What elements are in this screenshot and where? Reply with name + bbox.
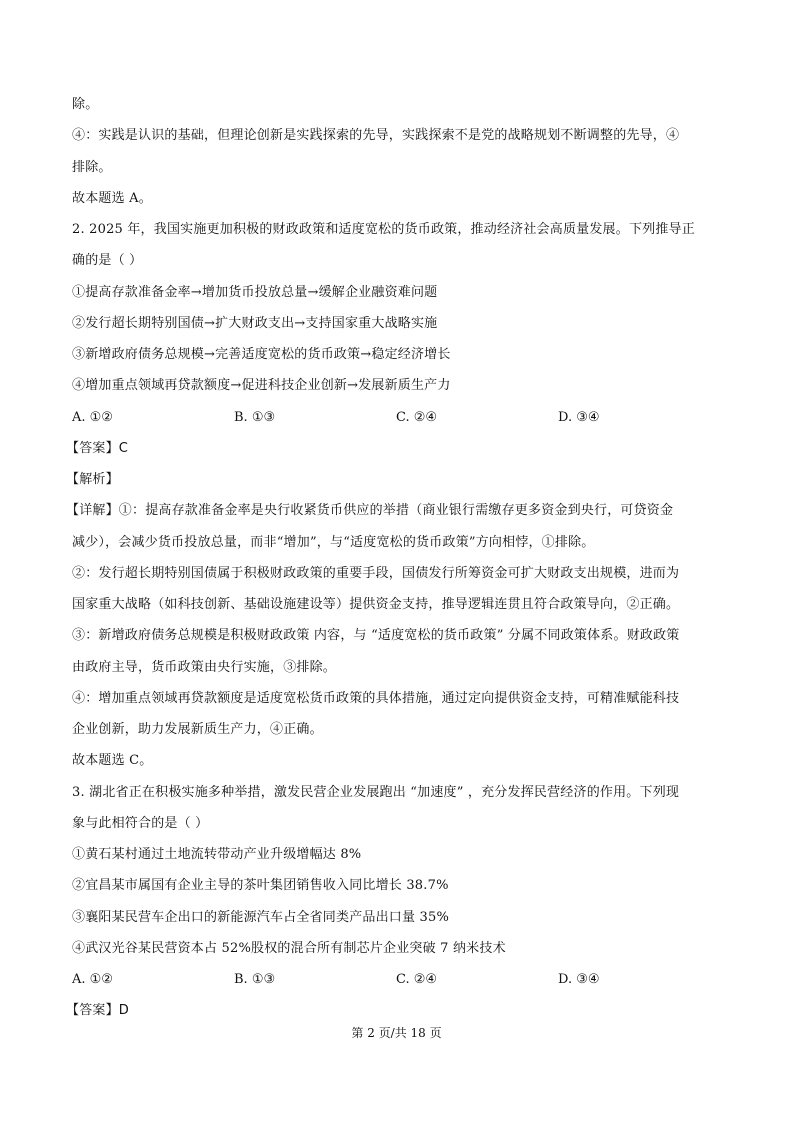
q2-analysis-title: 【解析】 — [66, 472, 119, 487]
q2-answer: 【答案】C — [66, 441, 129, 456]
q2-statement-4: ④增加重点领域再贷款额度→促进科技企业创新→发展新质生产力 — [72, 378, 451, 393]
q2-detail-line-7: ④：增加重点领域再贷款额度是适度宽松货币政策的具体措施，通过定向提供资金支持，可精准赋能科技 — [72, 691, 680, 706]
q2-option-a: A. ①② — [72, 410, 113, 425]
q3-answer: 【答案】D — [66, 1003, 130, 1018]
q2-conclusion: 故本题选 C。 — [72, 753, 153, 768]
prev-tail: 除。 — [72, 97, 99, 112]
q3-option-d: D. ③④ — [558, 972, 600, 987]
q2-detail-line-4: 国家重大战略（如科技创新、基础设施建设等）提供资金支持，推导逻辑连贯且符合政策导向，②正确。 — [72, 597, 680, 612]
q2-detail-line-1: 【详解】①：提高存款准备金率是央行收紧货币供应的举措（商业银行需缴存更多资金到央行，可贷资金 — [66, 503, 674, 518]
q3-option-c: C. ②④ — [396, 972, 438, 987]
prev-item4-line2: 排除。 — [72, 160, 112, 175]
q2-statement-3: ③新增政府债务总规模→完善适度宽松的货币政策→稳定经济增长 — [72, 347, 451, 362]
q3-option-b: B. ①③ — [234, 972, 276, 987]
q2-statement-1: ①提高存款准备金率→增加货币投放总量→缓解企业融资难问题 — [72, 285, 438, 300]
q2-detail-line-3: ②：发行超长期特别国债属于积极财政政策的重要手段，国债发行所筹资金可扩大财政支出规模，进而为 — [72, 566, 680, 581]
q3-statement-4: ④武汉光谷某民营资本占 52%股权的混合所有制芯片企业突破 7 纳米技术 — [72, 941, 506, 956]
q3-statement-2: ②宜昌某市属国有企业主导的茶叶集团销售收入同比增长 38.7% — [72, 878, 449, 893]
q3-stem-line2: 象与此相符合的是（ ） — [72, 816, 209, 831]
q3-statement-1: ①黄石某村通过土地流转带动产业升级增幅达 8% — [72, 847, 362, 862]
q2-stem-line1: 2. 2025 年，我国实施更加积极的财政政策和适度宽松的货币政策，推动经济社会高质量发展。下列推导正 — [72, 222, 695, 237]
q2-detail-line-5: ③：新增政府债务总规模是积极财政政策 内容，与 “适度宽松的货币政策” 分属不同政策体系。财政政策 — [72, 628, 680, 643]
q2-statement-2: ②发行超长期特别国债→扩大财政支出→支持国家重大战略实施 — [72, 316, 438, 331]
q2-detail-line-2: 减少），会减少货币投放总量，而非“增加”，与“适度宽松的货币政策”方向相悖，①排除。 — [72, 535, 595, 550]
q2-option-d: D. ③④ — [558, 410, 600, 425]
q2-detail-line-6: 由政府主导，货币政策由央行实施，③排除。 — [72, 660, 337, 675]
q3-option-a: A. ①② — [72, 972, 113, 987]
prev-item4-line1: ④：实践是认识的基础，但理论创新是实践探索的先导，实践探索不是党的战略规划不断调整的先导，④ — [72, 128, 680, 143]
q2-option-c: C. ②④ — [396, 410, 438, 425]
prev-conclusion: 故本题选 A。 — [72, 191, 152, 206]
q3-statement-3: ③襄阳某民营车企出口的新能源汽车占全省同类产品出口量 35% — [72, 910, 450, 925]
q2-stem-line2: 确的是（ ） — [72, 253, 143, 268]
page-footer: 第 2 页/共 18 页 — [351, 1026, 442, 1040]
q2-detail-line-8: 企业创新，助力发展新质生产力，④正确。 — [72, 722, 323, 737]
q3-stem-line1: 3. 湖北省正在积极实施多种举措，激发民营企业发展跑出 “加速度” ，充分发挥民营经济的作用。下列现 — [72, 785, 680, 800]
q2-option-b: B. ①③ — [234, 410, 276, 425]
